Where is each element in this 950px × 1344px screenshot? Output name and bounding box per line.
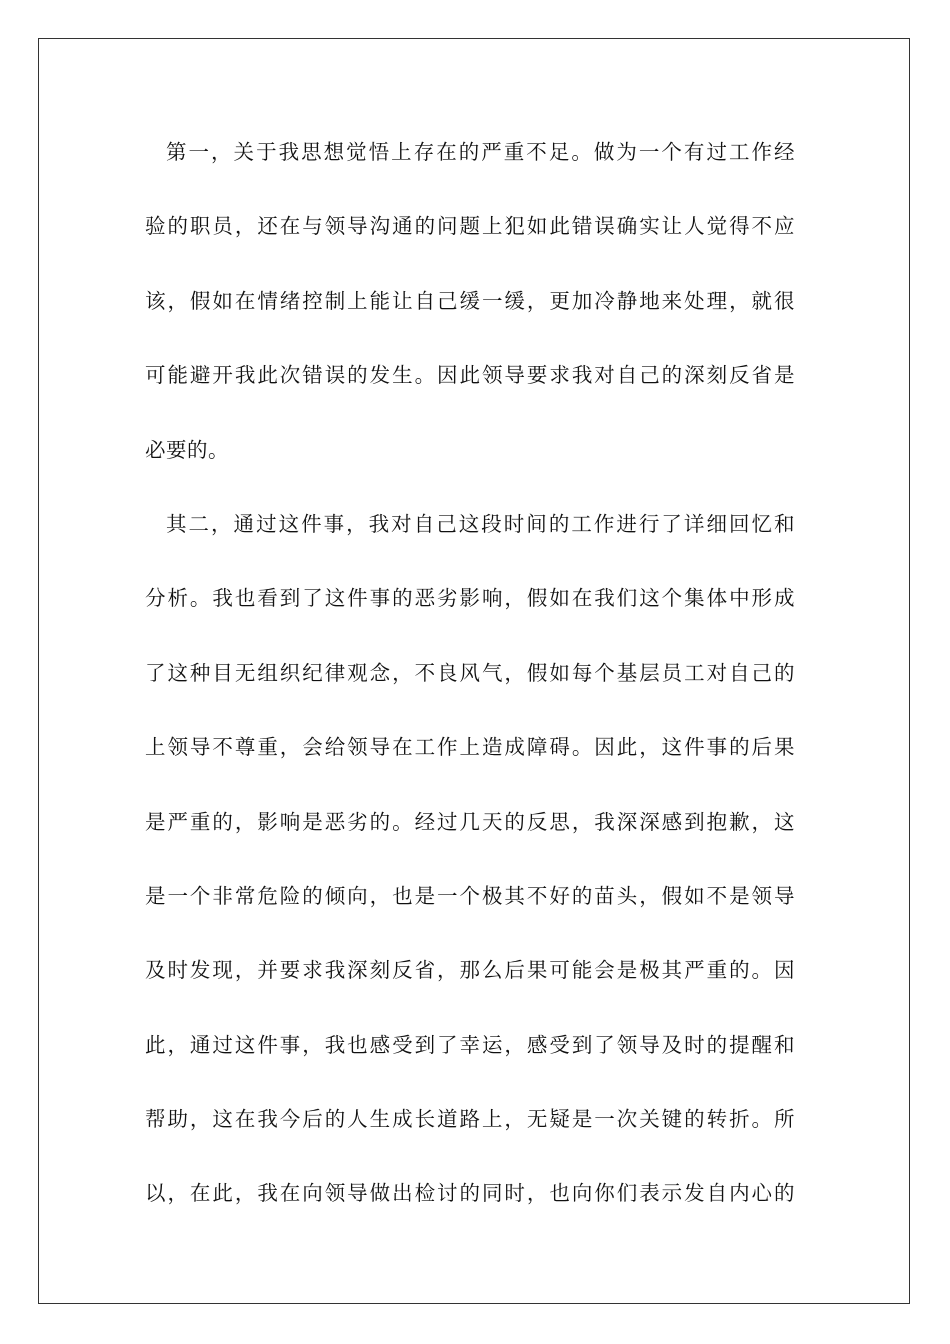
paragraph-1-line-5: 必要的。 bbox=[145, 437, 229, 462]
paragraph-2-line-3: 了这种目无组织纪律观念，不良风气，假如每个基层员工对自己的 bbox=[145, 660, 795, 685]
paragraph-2-line-6: 是一个非常危险的倾向，也是一个极其不好的苗头，假如不是领导 bbox=[145, 883, 795, 908]
paragraph-1-line-2: 验的职员，还在与领导沟通的问题上犯如此错误确实让人觉得不应 bbox=[145, 214, 795, 239]
paragraph-2-line-1: 其二，通过这件事，我对自己这段时间的工作进行了详细回忆和 bbox=[166, 511, 795, 536]
paragraph-1-line-3: 该，假如在情绪控制上能让自己缓一缓，更加冷静地来处理，就很 bbox=[145, 288, 795, 313]
document-body bbox=[145, 115, 795, 1231]
paragraph-1-line-4: 可能避开我此次错误的发生。因此领导要求我对自己的深刻反省是 bbox=[145, 363, 795, 388]
paragraph-2-line-4: 上领导不尊重，会给领导在工作上造成障碍。因此，这件事的后果 bbox=[145, 735, 795, 760]
paragraph-2-line-8: 此，通过这件事，我也感受到了幸运，感受到了领导及时的提醒和 bbox=[145, 1032, 795, 1057]
paragraph-2-line-5: 是严重的，影响是恶劣的。经过几天的反思，我深深感到抱歉，这 bbox=[145, 809, 795, 834]
paragraph-2-line-10: 以，在此，我在向领导做出检讨的同时，也向你们表示发自内心的 bbox=[145, 1181, 795, 1206]
paragraph-2-line-9: 帮助，这在我今后的人生成长道路上，无疑是一次关键的转折。所 bbox=[145, 1107, 795, 1132]
paragraph-2-line-2: 分析。我也看到了这件事的恶劣影响，假如在我们这个集体中形成 bbox=[145, 586, 795, 611]
paragraph-1-line-1: 第一，关于我思想觉悟上存在的严重不足。做为一个有过工作经 bbox=[166, 140, 795, 164]
paragraph-2-line-7: 及时发现，并要求我深刻反省，那么后果可能会是极其严重的。因 bbox=[145, 958, 795, 983]
